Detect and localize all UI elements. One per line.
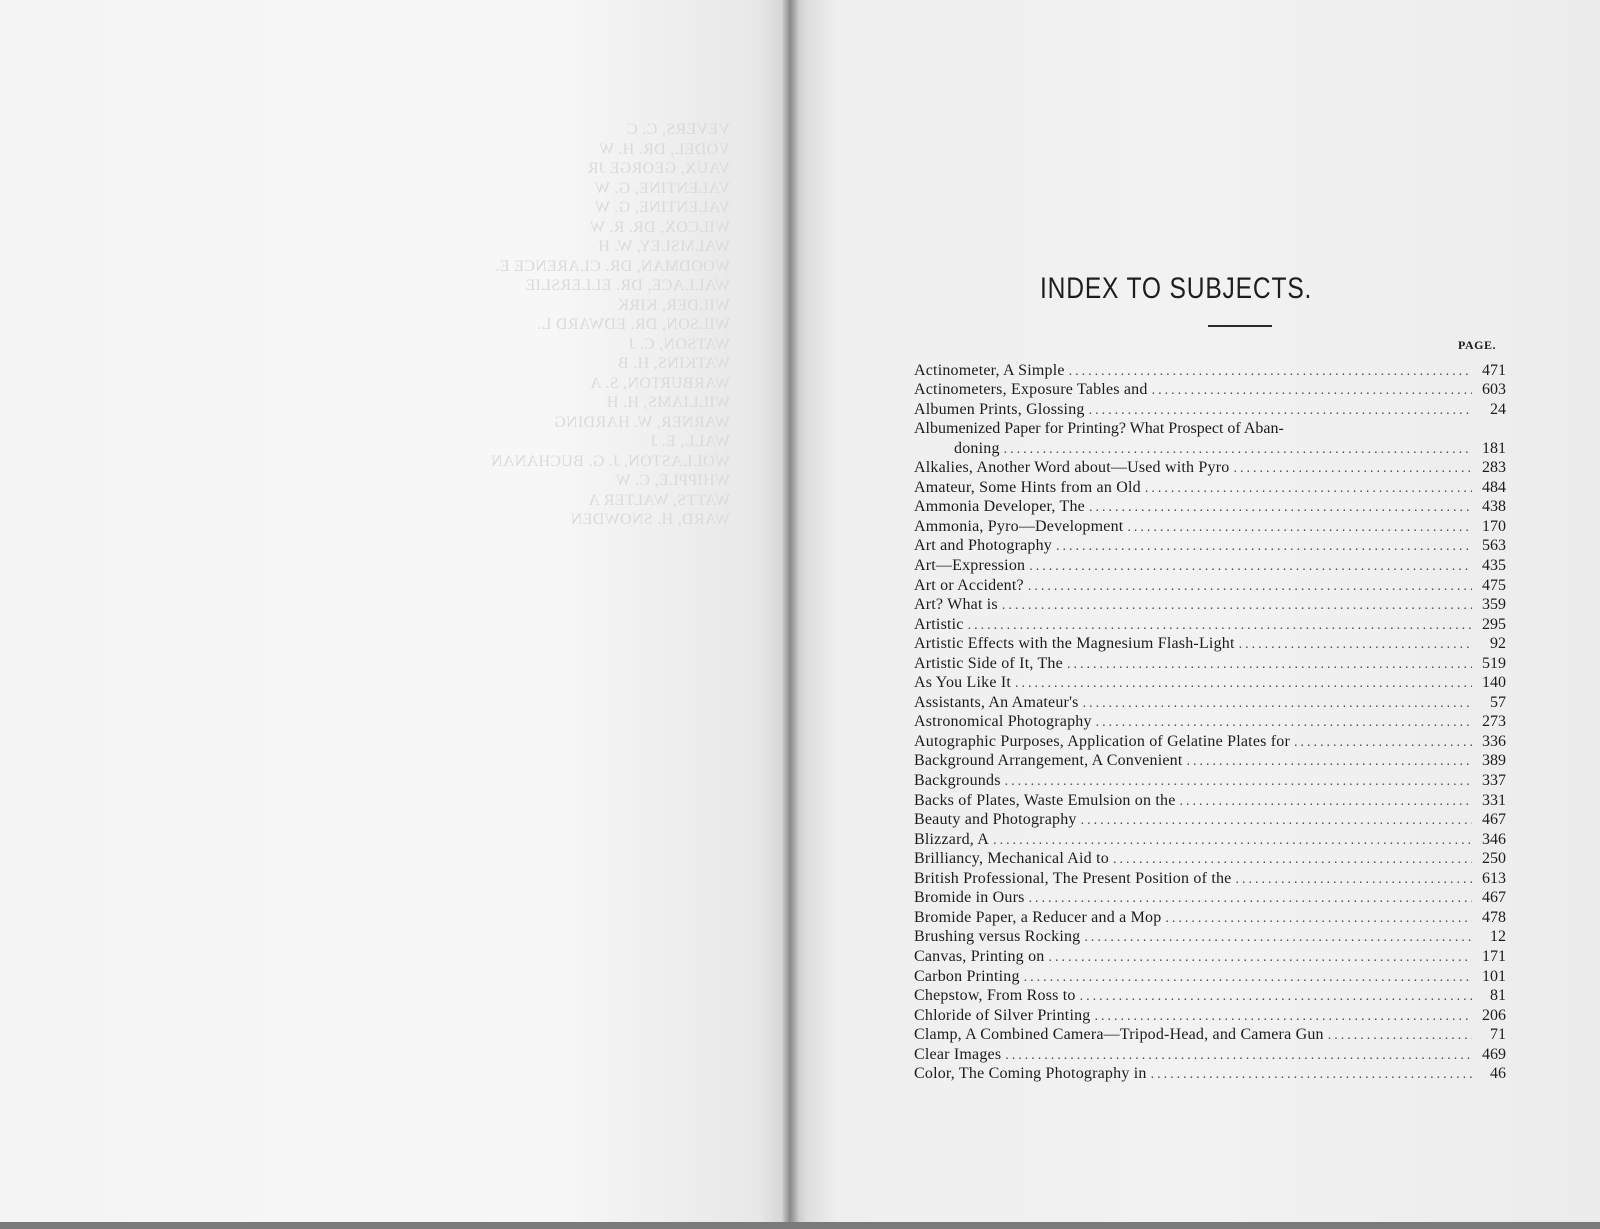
- bleed-through-line: WALL, E. J: [650, 433, 730, 450]
- dot-leader: [1089, 500, 1472, 516]
- entry-page-number: 469: [1482, 1045, 1506, 1063]
- entry-page-number: 140: [1482, 674, 1506, 692]
- entry-subject: Canvas, Printing on: [914, 947, 1045, 965]
- entry-subject: Brilliancy, Mechanical Aid to: [914, 850, 1109, 868]
- index-entry: [914, 770, 1506, 790]
- bleed-through-line: VAUX, GEORGE JR: [587, 160, 730, 177]
- entry-subject: Albumen Prints, Glossing: [914, 400, 1085, 418]
- index-entry: [914, 1064, 1506, 1084]
- entry-page-number: 475: [1482, 576, 1506, 594]
- dot-leader: [1239, 637, 1472, 653]
- index-entry: [914, 907, 1506, 927]
- entry-page-number: 471: [1482, 361, 1506, 379]
- index-entry: [914, 1025, 1506, 1045]
- entry-subject: Artistic: [914, 615, 964, 633]
- entry-subject: Alkalies, Another Word about—Used with Pyro: [914, 459, 1230, 477]
- dot-leader: [993, 833, 1472, 849]
- dot-leader: [1328, 1028, 1472, 1044]
- index-entry: [914, 516, 1506, 536]
- dot-leader: [1089, 403, 1472, 419]
- entry-page-number: 478: [1482, 908, 1506, 926]
- dot-leader: [1096, 715, 1472, 731]
- entry-subject: Ammonia, Pyro—Development: [914, 517, 1124, 535]
- title-divider: [1208, 325, 1272, 327]
- entry-page-number: 206: [1482, 1006, 1506, 1024]
- entry-page-number: 613: [1482, 869, 1506, 887]
- entry-subject: Amateur, Some Hints from an Old: [914, 478, 1141, 496]
- bleed-through-line: VALENTINE, G. W: [594, 199, 730, 216]
- entry-page-number: 283: [1482, 459, 1506, 477]
- bleed-through-line: WALMSLEY, W. H: [598, 238, 730, 255]
- entry-page-number: 12: [1490, 928, 1506, 946]
- entry-subject: Astronomical Photography: [914, 713, 1092, 731]
- bleed-through-line: WARNER, W. HARDING: [553, 413, 730, 431]
- dot-leader: [1083, 696, 1472, 712]
- bleed-through-line: WATSON, C. J: [628, 335, 730, 353]
- entry-page-number: 337: [1482, 772, 1506, 790]
- dot-leader: [1145, 481, 1472, 497]
- entry-page-number: 563: [1482, 537, 1506, 555]
- entry-subject: Art? What is: [914, 596, 998, 614]
- bleed-through-text: [110, 120, 730, 530]
- entry-subject: Art or Accident?: [914, 576, 1024, 594]
- index-entry: [914, 399, 1506, 419]
- entry-page-number: 57: [1490, 693, 1506, 711]
- dot-leader: [1084, 930, 1472, 946]
- index-entry: [914, 458, 1506, 478]
- entry-subject: Carbon Printing: [914, 967, 1020, 985]
- entry-subject: As You Like It: [914, 674, 1012, 692]
- entry-subject: Color, The Coming Photography in: [914, 1065, 1147, 1083]
- bleed-through-line: WOODMAN, DR. CLARENCE E.: [495, 257, 730, 275]
- index-entry: [914, 829, 1506, 849]
- bleed-through-line: VALENTINE, G. W: [594, 179, 730, 197]
- index-entry: [914, 634, 1506, 654]
- entry-subject: Bromide in Ours: [914, 889, 1025, 907]
- index-entry: [914, 692, 1506, 712]
- entry-subject: Assistants, An Amateur's: [914, 693, 1079, 711]
- index-entry: [914, 653, 1506, 673]
- dot-leader: [1165, 911, 1472, 927]
- dot-leader: [1180, 794, 1472, 810]
- index-entry: [914, 966, 1506, 986]
- entry-subject: Background Arrangement, A Convenient: [914, 752, 1183, 770]
- entry-subject: Brushing versus Rocking: [914, 928, 1081, 946]
- entry-page-number: 331: [1482, 791, 1506, 809]
- dot-leader: [1004, 442, 1472, 458]
- entry-page-number: 24: [1490, 400, 1506, 418]
- dot-leader: [1005, 1048, 1472, 1064]
- entry-subject: Clamp, A Combined Camera—Tripod-Head, and Camera Gun: [914, 1026, 1324, 1044]
- index-entry: [914, 673, 1506, 693]
- dot-leader: [1236, 872, 1473, 888]
- index-entry: [914, 360, 1506, 380]
- dot-leader: [1152, 383, 1472, 399]
- entry-subject: British Professional, The Present Position of the: [914, 869, 1232, 887]
- dot-leader: [1015, 676, 1472, 692]
- dot-leader: [1029, 891, 1472, 907]
- index-entry: [914, 731, 1506, 751]
- page-column-header: PAGE.: [1458, 338, 1496, 352]
- index-entry: [914, 555, 1506, 575]
- entry-page-number: 81: [1490, 987, 1506, 1005]
- index-entry: [914, 1005, 1506, 1025]
- dot-leader: [1113, 852, 1472, 868]
- entry-subject: Art and Photography: [914, 537, 1053, 555]
- entry-page-number: 389: [1482, 752, 1506, 770]
- dot-leader: [1048, 950, 1472, 966]
- index-entry: [914, 868, 1506, 888]
- index-entry: [914, 536, 1506, 556]
- entry-subject: Backgrounds: [914, 772, 1001, 790]
- index-entry: [914, 986, 1506, 1006]
- index-entry: [914, 595, 1506, 615]
- dot-leader: [1186, 754, 1472, 770]
- entry-subject: Art—Expression: [914, 557, 1026, 575]
- entry-page-number: 295: [1482, 615, 1506, 633]
- dot-leader: [1056, 539, 1472, 555]
- entry-page-number: 467: [1482, 811, 1506, 829]
- dot-leader: [1069, 364, 1472, 380]
- entry-page-number: 181: [1482, 439, 1506, 457]
- bleed-through-line: WOLLASTON, J. G. BUCHANAN: [490, 452, 730, 470]
- dot-leader: [1081, 813, 1472, 829]
- entry-page-number: 346: [1482, 830, 1506, 848]
- index-entry: [914, 1044, 1506, 1064]
- entry-subject: Ammonia Developer, The: [914, 498, 1085, 516]
- dot-leader: [1294, 735, 1472, 751]
- entry-subject: Artistic Effects with the Magnesium Flash-Light: [914, 635, 1235, 653]
- entry-page-number: 170: [1482, 517, 1506, 535]
- bleed-through-line: WILCOX, DR. R. W: [589, 218, 730, 236]
- scan-edge: [0, 1222, 1600, 1229]
- index-entry: [914, 810, 1506, 830]
- index-entry: [914, 477, 1506, 497]
- dot-leader: [1028, 579, 1472, 595]
- index-entry: [914, 614, 1506, 634]
- index-entry: [914, 575, 1506, 595]
- index-entry: [914, 849, 1506, 869]
- index-entry: [914, 497, 1506, 517]
- index-entry: [914, 751, 1506, 771]
- index-entry-list: [914, 360, 1506, 1083]
- entry-page-number: 46: [1490, 1065, 1506, 1083]
- bleed-through-line: WILLIAMS, H. H: [606, 394, 730, 411]
- dot-leader: [1151, 1067, 1472, 1083]
- dot-leader: [1127, 520, 1472, 536]
- entry-subject: Artistic Side of It, The: [914, 654, 1063, 672]
- bleed-through-line: WARBURTON, S. A: [589, 374, 730, 392]
- index-entry: [914, 946, 1506, 966]
- dot-leader: [1024, 970, 1472, 986]
- bleed-through-line: WILDER, KIRK: [617, 296, 730, 314]
- entry-subject: Autographic Purposes, Application of Gelatine Plates for: [914, 732, 1291, 750]
- left-page: [0, 0, 790, 1229]
- bleed-through-line: VEVERS, C. C: [626, 121, 730, 138]
- dot-leader: [1067, 657, 1472, 673]
- entry-page-number: 250: [1482, 850, 1506, 868]
- bleed-through-line: WHIPPLE, C. W: [615, 472, 730, 489]
- entry-subject: Clear Images: [914, 1045, 1002, 1063]
- index-entry: [914, 790, 1506, 810]
- dot-leader: [1080, 989, 1472, 1005]
- entry-subject: Blizzard, A: [914, 830, 990, 848]
- entry-page-number: 71: [1490, 1026, 1506, 1044]
- entry-page-number: 603: [1482, 381, 1506, 399]
- entry-page-number: 484: [1482, 478, 1506, 496]
- dot-leader: [1029, 559, 1472, 575]
- entry-page-number: 92: [1490, 635, 1506, 653]
- dot-leader: [1095, 1009, 1472, 1025]
- entry-subject: Backs of Plates, Waste Emulsion on the: [914, 791, 1176, 809]
- dot-leader: [1002, 598, 1472, 614]
- entry-page-number: 336: [1482, 732, 1506, 750]
- page-title: INDEX TO SUBJECTS.: [1040, 272, 1313, 305]
- entry-subject: Chloride of Silver Printing: [914, 1006, 1091, 1024]
- dot-leader: [1005, 774, 1472, 790]
- bleed-through-line: WATTS, WALTER A: [588, 491, 730, 509]
- entry-page-number: 435: [1482, 557, 1506, 575]
- entry-subject-continuation: doning: [954, 439, 1000, 457]
- entry-subject: Bromide Paper, a Reducer and a Mop: [914, 908, 1162, 926]
- entry-page-number: 359: [1482, 596, 1506, 614]
- entry-page-number: 171: [1482, 947, 1506, 965]
- index-entry: [914, 927, 1506, 947]
- index-entry: [914, 712, 1506, 732]
- entry-page-number: 467: [1482, 889, 1506, 907]
- book-gutter: [782, 0, 798, 1229]
- index-entry: [914, 380, 1506, 400]
- index-entry: [914, 888, 1506, 908]
- entry-subject: Actinometer, A Simple: [914, 361, 1065, 379]
- bleed-through-line: WILSON, DR. EDWARD L.: [537, 316, 730, 333]
- bleed-through-line: WALLACE, DR. ELLERSLIE: [525, 277, 730, 294]
- index-entry: [914, 419, 1506, 458]
- dot-leader: [968, 618, 1472, 634]
- entry-page-number: 273: [1482, 713, 1506, 731]
- entry-subject: Actinometers, Exposure Tables and: [914, 381, 1148, 399]
- bleed-through-line: WATKINS, H. B: [617, 355, 730, 372]
- entry-subject: Albumenized Paper for Printing? What Prospect of Aban-: [914, 419, 1284, 437]
- entry-subject: Chepstow, From Ross to: [914, 987, 1076, 1005]
- entry-subject: Beauty and Photography: [914, 811, 1077, 829]
- entry-page-number: 519: [1482, 654, 1506, 672]
- bleed-through-line: WARD, H. SNOWDEN: [570, 511, 730, 528]
- bleed-through-line: VODEL, DR. H. W: [598, 140, 730, 158]
- entry-page-number: 438: [1482, 498, 1506, 516]
- entry-page-number: 101: [1482, 967, 1506, 985]
- dot-leader: [1233, 461, 1472, 477]
